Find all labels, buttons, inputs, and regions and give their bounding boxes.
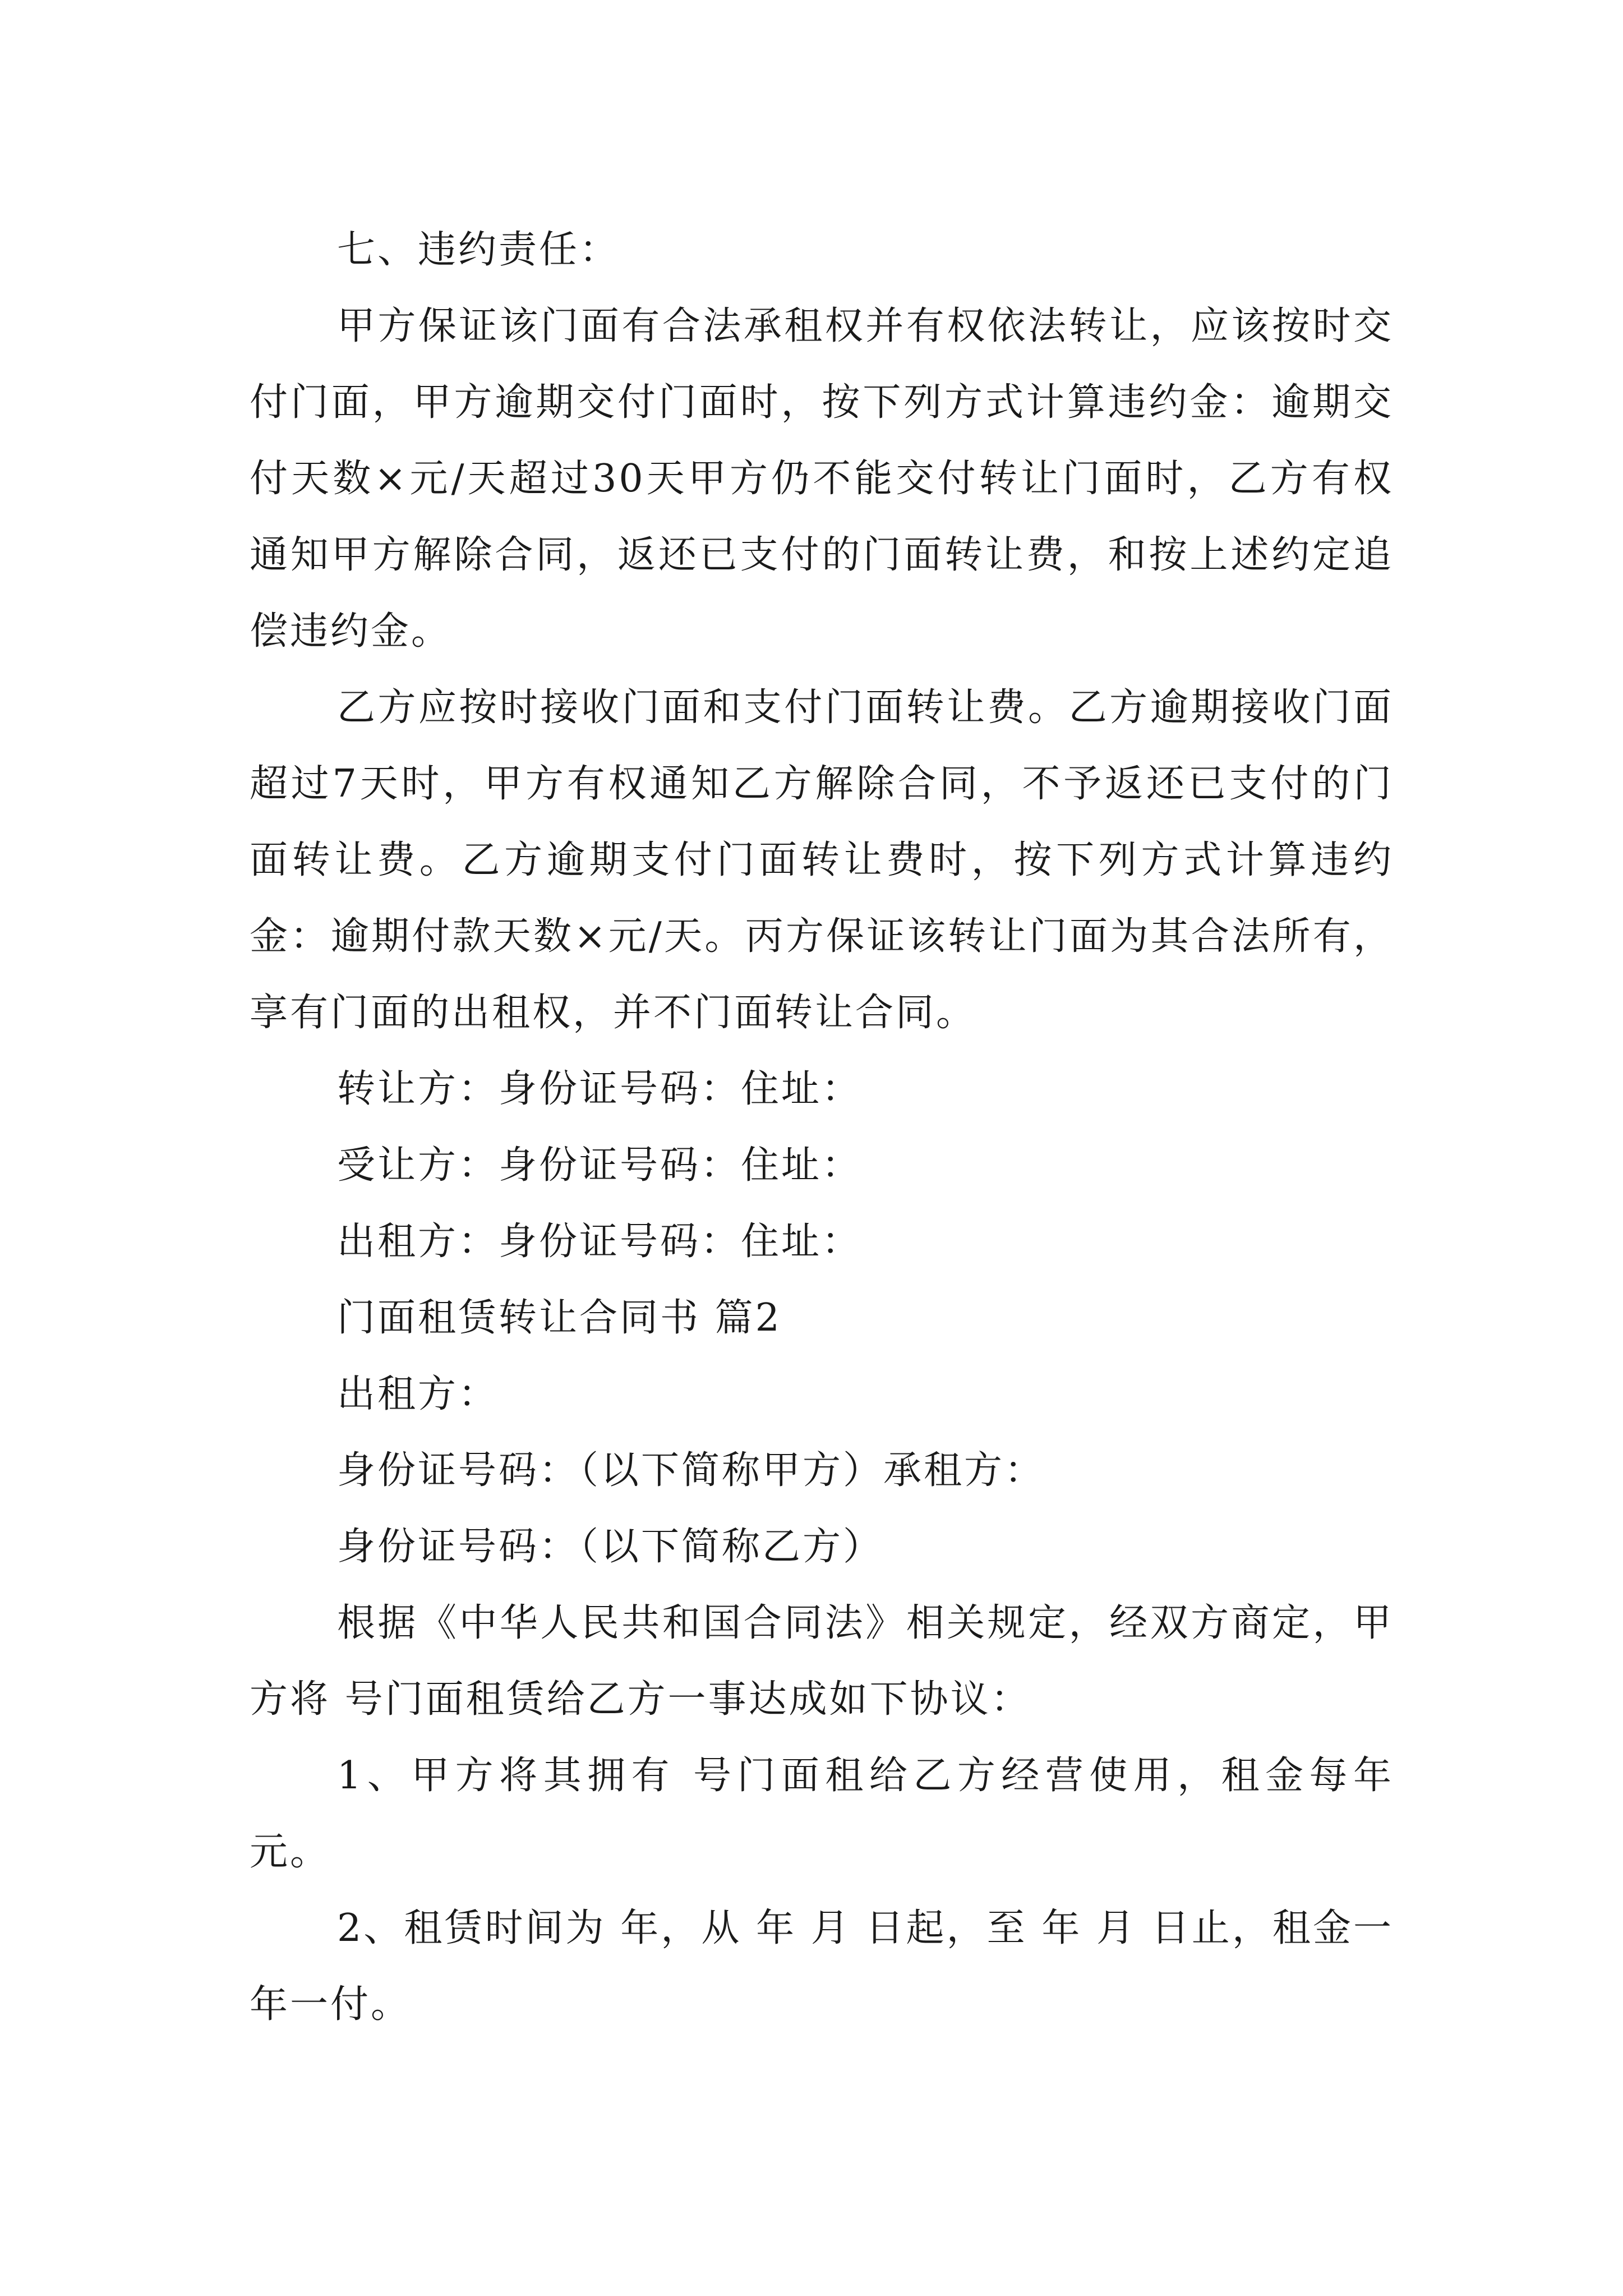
id-line-party-b: 身份证号码：（以下简称乙方） bbox=[337, 1525, 884, 1569]
id-line-party-a: 身份证号码：（以下简称甲方）承租方： bbox=[337, 1448, 1045, 1493]
signature-lessor: 出租方：身份证号码：住址： bbox=[337, 1220, 863, 1264]
section-heading-breach: 七、违约责任： bbox=[337, 228, 620, 272]
paragraph-item-1: 1、甲方将其拥有 号门面租给乙方经营使用，租金每年 元。 bbox=[250, 1754, 1394, 1874]
signature-transferor: 转让方：身份证号码：住址： bbox=[337, 1067, 863, 1111]
paragraph-party-a-obligations: 甲方保证该门面有合法承租权并有权依法转让，应该按时交付门面，甲方逾期交付门面时，按下列方式计算违约金：逾期交付天数×元/天超过30天甲方仍不能交付转让门面时，乙方有权通知甲方解除合同，返还已支付的门面转让费，和按上述约定追偿违约金。 bbox=[250, 304, 1394, 654]
paragraph-legal-basis: 根据《中华人民共和国合同法》相关规定，经双方商定，甲方将 号门面租赁给乙方一事达成如下协议： bbox=[250, 1601, 1394, 1722]
document-title-part2: 门面租赁转让合同书 篇2 bbox=[337, 1296, 782, 1340]
document-page bbox=[250, 212, 1394, 2043]
signature-transferee: 受让方：身份证号码：住址： bbox=[337, 1143, 863, 1188]
paragraph-item-2: 2、租赁时间为 年，从 年 月 日起，至 年 月 日止，租金一年一付。 bbox=[250, 1906, 1394, 2027]
lessor-label: 出租方： bbox=[337, 1372, 499, 1416]
paragraph-party-b-obligations: 乙方应按时接收门面和支付门面转让费。乙方逾期接收门面超过7天时，甲方有权通知乙方解除合同，不予返还已支付的门面转让费。乙方逾期支付门面转让费时，按下列方式计算违约金：逾期付款天数×元/天。丙方保证该转让门面为其合法所有，享有门面的出租权，并不门面转让合同。 bbox=[250, 685, 1394, 1035]
